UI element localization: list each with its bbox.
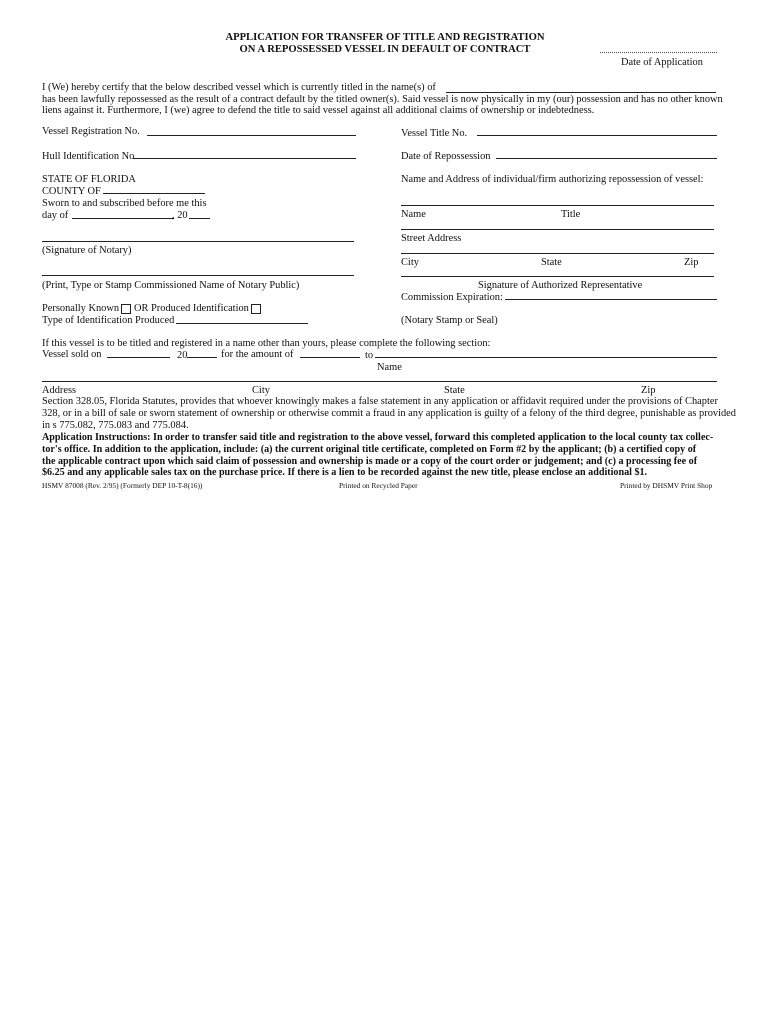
date-of-application-field[interactable] — [600, 52, 717, 53]
transfer-intro: If this vessel is to be titled and registered in a name other than yours, please complete the following section: — [42, 338, 491, 349]
sold-year-prefix: 20 — [177, 350, 188, 361]
buyer-zip-label: Zip — [641, 385, 656, 396]
day-of-label: day of — [42, 210, 69, 221]
street-address-label: Street Address — [401, 233, 462, 244]
instructions-line1: Application Instructions: In order to transfer said title and registration to the above vessel, forward this completed application to the local county tax collec- — [42, 432, 714, 443]
personally-known-label: Personally Known — [42, 303, 120, 314]
sworn-text: Sworn to and subscribed before me this — [42, 198, 207, 209]
instructions-line2: tor's office. In addition to the application, include: (a) the current original title certificate, completed on Form #2 by the applicant; (b) a certified copy of — [42, 444, 697, 455]
city-label: City — [401, 257, 419, 268]
notary-signature-field[interactable] — [42, 241, 354, 242]
certification-line1: I (We) hereby certify that the below described vessel which is currently titled in the name(s) of — [42, 82, 436, 93]
buyer-state-label: State — [444, 385, 465, 396]
buyer-name-label: Name — [377, 362, 402, 373]
year-field[interactable] — [189, 218, 210, 219]
instructions-line4: $6.25 and any applicable sales tax on the purchase price. If there is a lien to be recorded against the new title, please enclose an additional $1. — [42, 467, 648, 478]
type-of-id-field[interactable] — [176, 323, 308, 324]
personally-known-checkbox[interactable] — [121, 304, 131, 314]
hull-id-label: Hull Identification No — [42, 151, 135, 162]
authorizer-name-title-field[interactable] — [401, 229, 714, 230]
street-address-field[interactable] — [401, 253, 714, 254]
notary-print-name-field[interactable] — [42, 275, 354, 276]
repossession-date-field[interactable] — [496, 158, 717, 159]
vessel-sold-on-label: Vessel sold on — [42, 349, 102, 360]
county-field[interactable] — [103, 193, 205, 194]
statute-line3: in s 775.082, 775.083 and 775.084. — [42, 420, 189, 431]
form-title-line1: APPLICATION FOR TRANSFER OF TITLE AND REGISTRATION — [225, 32, 545, 43]
zip-label: Zip — [684, 257, 699, 268]
instructions-line3: the applicable contract upon which said claim of possession and ownership is made or a copy of the court order or judgement; and (c) a processing fee of — [42, 456, 698, 467]
amount-of-label: for the amount of — [221, 349, 294, 360]
vessel-title-no-field[interactable] — [477, 135, 717, 136]
notary-print-name-label: (Print, Type or Stamp Commissioned Name of Notary Public) — [42, 280, 300, 291]
date-of-application-label: Date of Application — [621, 57, 703, 68]
buyer-city-label: City — [252, 385, 270, 396]
state-label: State — [541, 257, 562, 268]
statute-line1: Section 328.05, Florida Statutes, provides that whoever knowingly makes a false statement in any application or affidavit required under the provisions of Chapter — [42, 396, 718, 407]
produced-id-label: OR Produced Identification — [134, 303, 249, 314]
city-state-zip-field[interactable] — [401, 276, 714, 277]
form-title-line2: ON A REPOSSESSED VESSEL IN DEFAULT OF CONTRACT — [239, 44, 531, 55]
buyer-address-field[interactable] — [42, 381, 717, 382]
authorized-signature-label: Signature of Authorized Representative — [478, 280, 643, 291]
titled-owner-field[interactable] — [446, 92, 716, 93]
sold-on-date-field[interactable] — [107, 357, 170, 358]
type-of-id-label: Type of Identification Produced — [42, 315, 175, 326]
buyer-name-field[interactable] — [375, 357, 717, 358]
to-label: to — [365, 350, 374, 361]
day-of-field[interactable] — [72, 218, 174, 219]
statute-line2: 328, or in a bill of sale or sworn statement of ownership or otherwise commit a fraud in any application is guilty of a felony of the third degree, punishable as provided — [42, 408, 736, 419]
certification-line2: has been lawfully repossessed as the result of a contract default by the titled owner(s). Said vessel is now physically in my (our) possession and has no other known — [42, 94, 723, 105]
county-of-label: COUNTY OF — [42, 186, 101, 197]
amount-field[interactable] — [300, 357, 360, 358]
authorizer-title-label: Title — [561, 209, 581, 220]
produced-id-checkbox[interactable] — [251, 304, 261, 314]
sold-year-field[interactable] — [187, 357, 217, 358]
notary-signature-label: (Signature of Notary) — [42, 245, 132, 256]
notary-stamp-label: (Notary Stamp or Seal) — [401, 315, 498, 326]
authorizer-heading: Name and Address of individual/firm authorizing repossession of vessel: — [401, 174, 704, 185]
commission-expiration-label: Commission Expiration: — [401, 292, 503, 303]
form-number: HSMV 87008 (Rev. 2/95) (Formerly DEP 10-T-8(16)) — [42, 481, 203, 490]
vessel-registration-field[interactable] — [147, 135, 356, 136]
hull-id-field[interactable] — [133, 158, 356, 159]
year-prefix: , 20 — [172, 210, 188, 221]
recycled-paper-note: Printed on Recycled Paper — [339, 481, 418, 490]
authorizer-name-label: Name — [401, 209, 426, 220]
certification-line3: liens against it. Furthermore, I (we) agree to defend the title to said vessel against all additional claims of ownership or indebtedness. — [42, 105, 595, 116]
vessel-registration-label: Vessel Registration No. — [42, 126, 140, 137]
state-of-florida: STATE OF FLORIDA — [42, 174, 136, 185]
vessel-title-no-label: Vessel Title No. — [401, 128, 468, 139]
printed-by-note: Printed by DHSMV Print Shop — [620, 481, 713, 490]
authorizer-name-field[interactable] — [401, 205, 714, 206]
repossession-date-label: Date of Repossession — [401, 151, 491, 162]
commission-expiration-field[interactable] — [505, 299, 717, 300]
buyer-address-label: Address — [42, 385, 77, 396]
